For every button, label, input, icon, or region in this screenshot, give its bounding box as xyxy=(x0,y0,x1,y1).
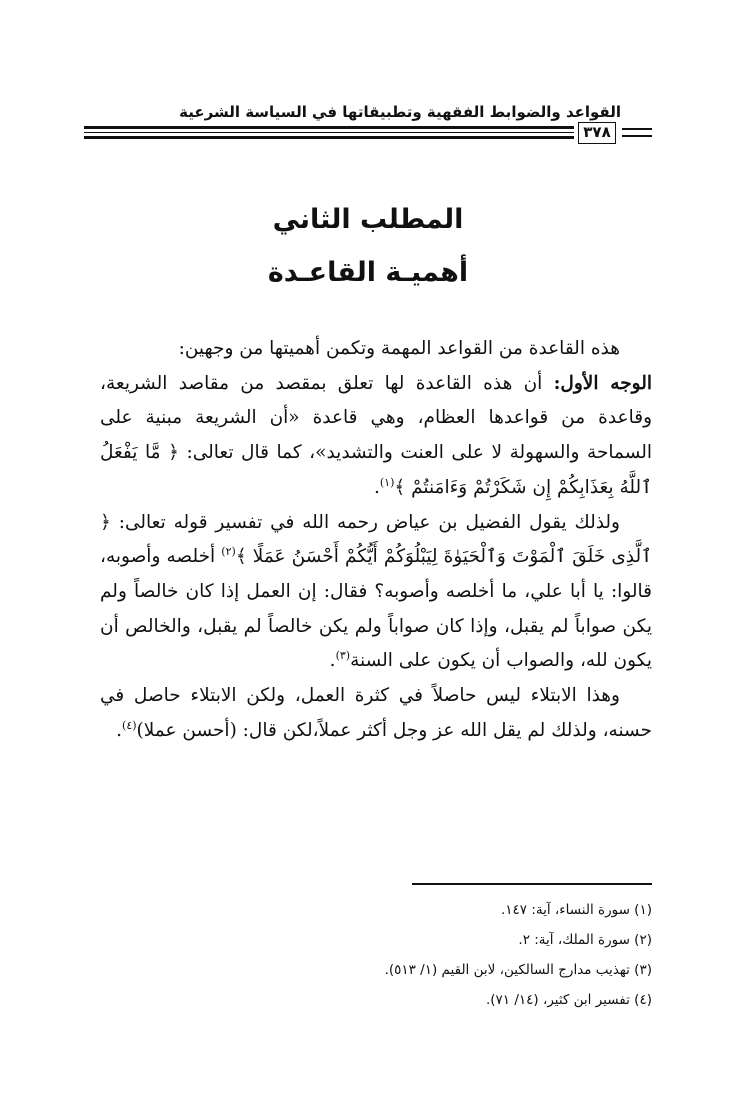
running-title: القواعد والضوابط الفقهية وتطبيقاتها في السياسة الشرعية xyxy=(179,103,621,121)
first-aspect-label: الوجه الأول: xyxy=(553,372,652,394)
page-number: ٣٧٨ xyxy=(578,122,616,144)
fudayl-paragraph xyxy=(100,506,652,680)
intro-paragraph xyxy=(100,332,652,367)
section-heading: المطلب الثاني xyxy=(272,204,464,235)
footnote-ref-4: (٤) xyxy=(122,718,137,732)
first-aspect-end: . xyxy=(373,476,380,498)
trial-text: وهذا الابتلاء ليس حاصلاً في كثرة العمل، ولكن الابتلاء حاصل في حسنه، ولذلك لم يقل الله عز وجل أكثر عملاً،لكن قال: (أحسن عملا) xyxy=(100,685,652,741)
footnote-2: (٢) سورة الملك، آية: ٢. xyxy=(518,932,652,948)
footnote-ref-2: (٢) xyxy=(221,545,236,559)
footnote-1: (١) سورة النساء، آية: ١٤٧. xyxy=(500,902,652,918)
fudayl-end: . xyxy=(329,650,336,672)
footnote-separator xyxy=(412,883,652,885)
footnotes xyxy=(232,895,652,1015)
trial-end: . xyxy=(116,719,123,741)
fudayl-text-2: أخلصه وأصوبه، قالوا: يا أبا علي، ما أخلصه وأصوبه؟ فقال: إن العمل إذا كان خالصاً ولم يكن صواباً لم يقبل، وإذا كان صواباً ولم يكن خالصاً لم يقبل، والخالص أن يكون لله، والصواب أن يكون على السنة xyxy=(100,546,652,672)
header-rule-thin xyxy=(84,132,574,133)
header-rule-thick xyxy=(84,126,574,129)
first-aspect-text: أن هذه القاعدة لها تعلق بمقصد من مقاصد الشريعة، وقاعدة من قواعدها العظام، وهي قاعدة «أن الشريعة مبنية على السماحة والسهولة لا على العنت والتشديد»، كما قال تعالى: ﴿ مَّا يَفْعَلُ ٱللَّهُ بِعَذَابِكُمْ إِن شَكَرْتُمْ وَءَامَنتُمْ ﴾ xyxy=(100,372,652,498)
footnote-3: (٣) تهذيب مدارج السالكين، لابن القيم (١/ ٥١٣). xyxy=(384,962,652,978)
body-text xyxy=(100,332,652,748)
fudayl-text-1: ولذلك يقول الفضيل بن عياض رحمه الله في تفسير قوله تعالى: ﴿ ٱلَّذِى خَلَقَ ٱلْمَوْتَ وَٱلْحَيَوٰةَ لِيَبْلُوَكُمْ أَيُّكُمْ أَحْسَنُ عَمَلًا ﴾ xyxy=(100,511,652,568)
intro-text: هذه القاعدة من القواعد المهمة وتكمن أهميتها من وجهين: xyxy=(178,338,620,359)
first-aspect-paragraph xyxy=(100,367,652,506)
header-dash-lower xyxy=(622,135,652,137)
trial-paragraph xyxy=(100,679,652,748)
header-dash-upper xyxy=(622,128,652,130)
footnote-ref-1: (١) xyxy=(379,475,395,489)
footnote-ref-3: (٣) xyxy=(335,649,351,663)
header-rule-thick-lower xyxy=(84,136,574,139)
footnote-4: (٤) تفسير ابن كثير، (١٤/ ٧١). xyxy=(485,992,652,1008)
subtitle-heading: أهميـة القاعـدة xyxy=(267,257,469,288)
